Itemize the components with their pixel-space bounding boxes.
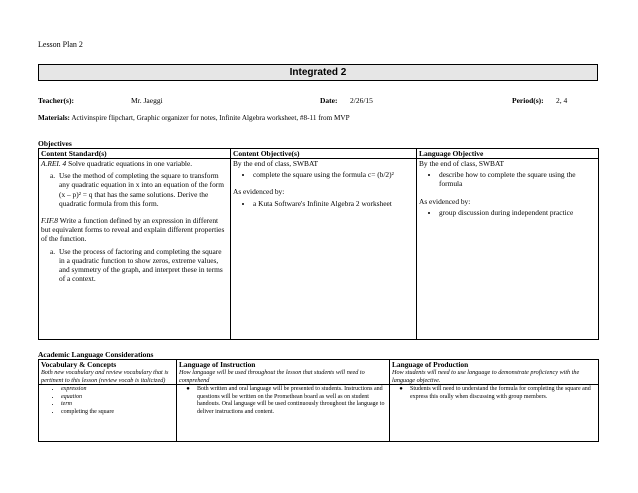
alc-header-row bbox=[39, 360, 599, 385]
materials-value: Activinspire flipchart, Graphic organizer for notes, Infinite Algebra worksheet, #8-11 from MVP bbox=[71, 114, 350, 122]
lang-bullets bbox=[419, 170, 596, 188]
alc-col2-title: Language of Instruction bbox=[179, 360, 256, 369]
vocab-item: • completing the square bbox=[61, 409, 174, 416]
alc-heading: Academic Language Considerations bbox=[38, 350, 154, 359]
instruction-text: Both written and oral language will be presented to students. Instructions and questions will be written on the Promethean board as well as on student handouts. Oral language will be used continuously throughout the language to deliver instructions and content. bbox=[197, 386, 385, 415]
content-evidence-bullet: • a Kuta Software's Infinite Algebra 2 worksheet bbox=[253, 199, 414, 208]
standard-1-list bbox=[41, 171, 228, 208]
vocab-item: • equation bbox=[61, 394, 174, 401]
production-text: Students will need to understand the formula for completing the square and express this orally when discussing with group members. bbox=[410, 386, 591, 400]
objectives-heading: Objectives bbox=[38, 139, 72, 148]
doc-label: Lesson Plan 2 bbox=[38, 40, 83, 49]
teacher-value: Mr. Jaeggi bbox=[131, 96, 163, 105]
date-value: 2/26/15 bbox=[350, 96, 373, 105]
header-content-standards: Content Standard(s) bbox=[39, 149, 231, 159]
lang-intro: By the end of class, SWBAT bbox=[419, 159, 504, 168]
vocab-item: • term bbox=[61, 401, 174, 408]
vocab-item: • expression bbox=[61, 386, 174, 393]
page-title: Integrated 2 bbox=[38, 64, 598, 81]
lang-evidence-bullets bbox=[419, 208, 596, 217]
objectives-table bbox=[38, 148, 599, 340]
bullet-icon: ● bbox=[399, 386, 403, 393]
content-intro: By the end of class, SWBAT bbox=[233, 159, 318, 168]
standard-2 bbox=[41, 216, 228, 244]
alc-body-row bbox=[39, 385, 599, 442]
standard-2-code: F.IF.8 bbox=[41, 216, 58, 226]
alc-col3-header bbox=[390, 360, 599, 385]
period-label: Period(s): bbox=[512, 96, 544, 105]
objectives-header-row bbox=[39, 149, 599, 159]
vocab-cell bbox=[39, 385, 177, 442]
materials-line bbox=[38, 114, 350, 122]
bullet-icon: ● bbox=[186, 386, 190, 393]
production-cell bbox=[390, 385, 599, 442]
alc-col1-title: Vocabulary & Concepts bbox=[41, 360, 117, 369]
language-objective-cell bbox=[417, 159, 599, 340]
materials-label: Materials: bbox=[38, 114, 70, 122]
objectives-body-row bbox=[39, 159, 599, 340]
content-objectives-cell bbox=[231, 159, 417, 340]
alc-col2-desc: How language will be used throughout the lesson that students will need to comprehend bbox=[179, 369, 365, 384]
lang-evidence-bullet: • group discussion during independent practice bbox=[439, 208, 596, 217]
header-content-objectives: Content Objective(s) bbox=[231, 149, 417, 159]
standard-1-code: A.REI. 4 bbox=[41, 159, 67, 168]
lang-bullet: • describe how to complete the square using the formula bbox=[439, 170, 596, 188]
content-standards-cell bbox=[39, 159, 231, 340]
content-evidence-bullets bbox=[233, 199, 414, 208]
alc-col1-desc: Both new vocabulary and review vocabulary that is pertinent to this lesson (review vocab is italicized) bbox=[41, 369, 169, 384]
instruction-cell bbox=[177, 385, 390, 442]
standard-2-list bbox=[41, 247, 228, 284]
standard-2-text: Write a function defined by an expression in different but equivalent forms to reveal and explain different properties of the function. bbox=[41, 216, 225, 244]
period-value: 2, 4 bbox=[556, 96, 568, 105]
content-bullets bbox=[233, 170, 414, 179]
alc-table bbox=[38, 359, 599, 442]
content-evidence: As evidenced by: bbox=[233, 187, 285, 197]
alc-col3-desc: How students will need to use language to demonstrate proficiency with the language objective. bbox=[392, 369, 580, 384]
lang-evidence: As evidenced by: bbox=[419, 196, 471, 206]
alc-col3-title: Language of Production bbox=[392, 360, 469, 369]
standard-1-sub: a. Use the method of completing the square to transform any quadratic equation in x into an equation of the form (x – p)² = q that has the same solutions. Derive the quadratic formula from this form. bbox=[57, 171, 228, 208]
date-label: Date: bbox=[320, 96, 338, 105]
standard-1-text: Solve quadratic equations in one variable. bbox=[68, 159, 193, 168]
content-bullet: • complete the square using the formula c= (b/2)² bbox=[253, 170, 414, 179]
alc-col1-header bbox=[39, 360, 177, 385]
alc-col2-header bbox=[177, 360, 390, 385]
teacher-label: Teacher(s): bbox=[38, 96, 74, 105]
header-language-objective: Language Objective bbox=[417, 149, 599, 159]
vocab-list bbox=[41, 386, 174, 416]
standard-2-sub: a. Use the process of factoring and completing the square in a quadratic function to show zeros, extreme values, and symmetry of the graph, and interpret these in terms of a context. bbox=[57, 247, 228, 284]
standard-1 bbox=[41, 159, 228, 168]
